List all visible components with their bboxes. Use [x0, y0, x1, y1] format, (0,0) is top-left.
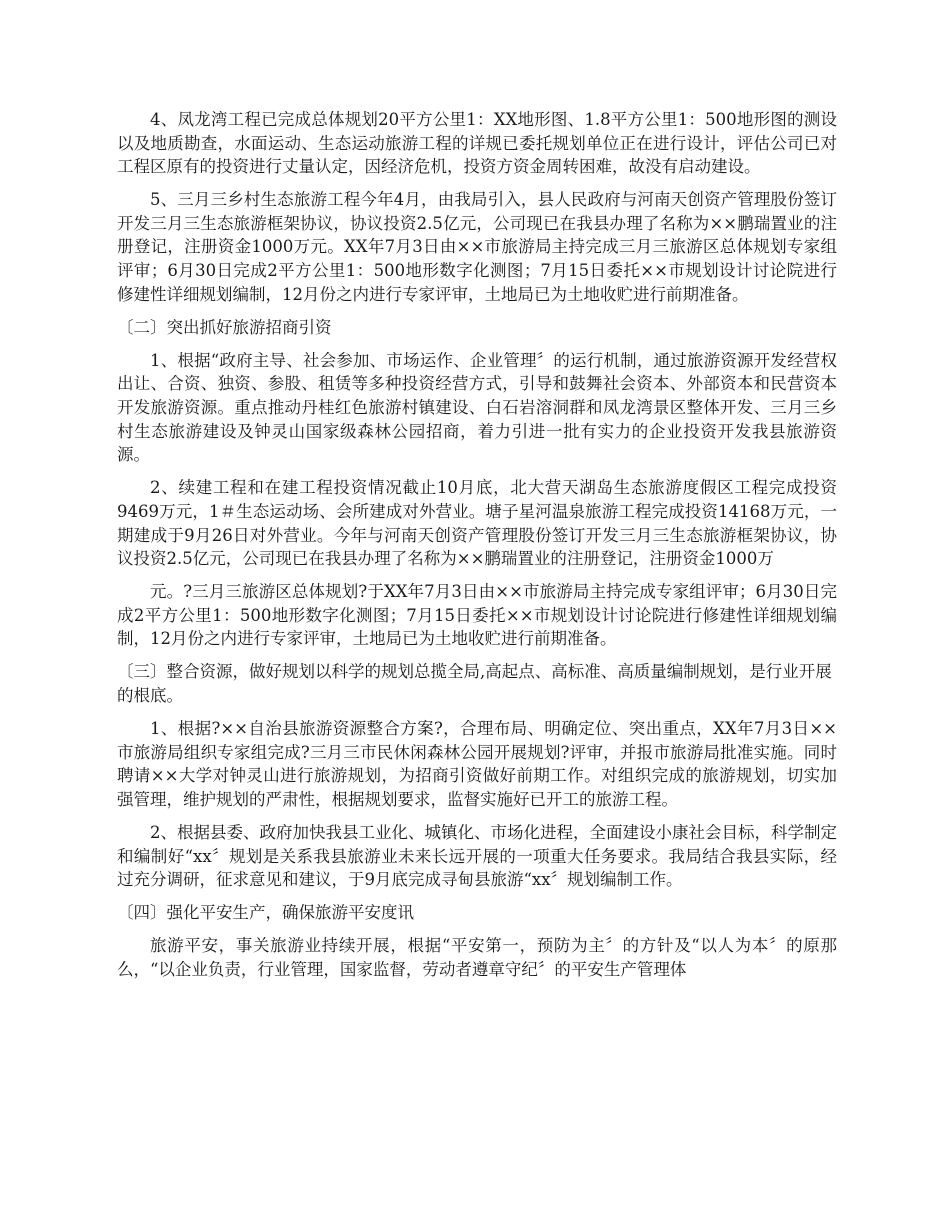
paragraph-sanyuesan-project: 5、三月三乡村生态旅游工程今年4月，由我局引入，县人民政府与河南天创资产管理股份签订开发三月三生态旅游框架协议，协议投资2.5亿元，公司现已在我县办理了名称为××鹏瑞置业的注册登记，注册资金1000万元。XX年7月3日由××市旅游局主持完成三月三旅游区总体规划专家组评审；6月30日完成2平方公里1：500地形数字化测图；7月15日委托××市规划设计讨论院进行修建性详细规划编制，12月份之内进行专家评审，土地局已为土地收贮进行前期准备。	[117, 190, 837, 304]
paragraph-tourism-safety: 旅游平安，事关旅游业持续开展，根据“平安第一，预防为主〞的方针及“以人为本〞的原那么，“以企业负责，行业管理，国家监督，劳动者遵章守纪〞的平安生产管理体	[117, 936, 837, 979]
section-heading-investment: 〔二〕突出抓好旅游招商引资	[117, 317, 332, 337]
paragraph-county-plan: 2、根据县委、政府加快我县工业化、城镇化、市场化进程，全面建设小康社会目标，科学制定和编制好“xx〞规划是关系我县旅游业未来长远开展的一项重大任务要求。我局结合我县实际，经过充分调研，征求意见和建议，于9月底完成寻甸县旅游“xx〞规划编制工作。	[117, 823, 837, 890]
section-heading-safety: 〔四〕强化平安生产，确保旅游平安度讯	[117, 903, 414, 923]
paragraph-project-investment: 2、续建工程和在建工程投资情况截止10月底，北大营天湖岛生态旅游度假区工程完成投资9469万元，1＃生态运动场、会所建成对外营业。塘子星河温泉旅游工程完成投资14168万元，一期建成于9月26日对外营业。今年与河南天创资产管理股份签订开发三月三生态旅游框架协议，协议投资2.5亿元，公司现已在我县办理了名称为××鹏瑞置业的注册登记，注册资金1000万	[117, 478, 837, 569]
paragraph-master-plan-review: 元。?三月三旅游区总体规划?于XX年7月3日由××市旅游局主持完成专家组评审；6月30日完成2平方公里1：500地形数字化测图；7月15日委托××市规划设计讨论院进行修建性详细规划编制，12月份之内进行专家评审，土地局已为土地收贮进行前期准备。	[117, 582, 837, 649]
paragraph-fenglongwan-project: 4、凤龙湾工程已完成总体规划20平方公里1：XX地形图、1.8平方公里1：500地形图的测设以及地质勘查，水面运动、生态运动旅游工程的详规已委托规划单位正在进行设计，评估公司已对工程区原有的投资进行丈量认定，因经济危机，投资方资金周转困难，故没有启动建设。	[117, 110, 837, 177]
paragraph-operating-mechanism: 1、根据“政府主导、社会参加、市场运作、企业管理〞的运行机制，通过旅游资源开发经营权出让、合资、独资、参股、租赁等多种投资经营方式，引导和鼓舞社会资本、外部资本和民营资本开发旅游资源。重点推动丹桂红色旅游村镇建设、白石岩溶洞群和凤龙湾景区整体开发、三月三乡村生态旅游建设及钟灵山国家级森林公园招商，着力引进一批有实力的企业投资开发我县旅游资源。	[117, 350, 837, 465]
section-heading-planning: 〔三〕整合资源，做好规划以科学的规划总揽全局,高起点、高标准、高质量编制规划，是行业开展的根底。	[117, 662, 832, 706]
paragraph-resource-integration: 1、根据?××自治县旅游资源整合方案?，合理布局、明确定位、突出重点，XX年7月3日××市旅游局组织专家组完成?三月三市民休闲森林公园开展规划?评审，并报市旅游局批准实施。同时聘请××大学对钟灵山进行旅游规划，为招商引资做好前期工作。对组织完成的旅游规划，切实加强管理，维护规划的严肃性，根据规划要求，监督实施好已开工的旅游工程。	[117, 719, 837, 809]
document-page	[117, 108, 837, 990]
